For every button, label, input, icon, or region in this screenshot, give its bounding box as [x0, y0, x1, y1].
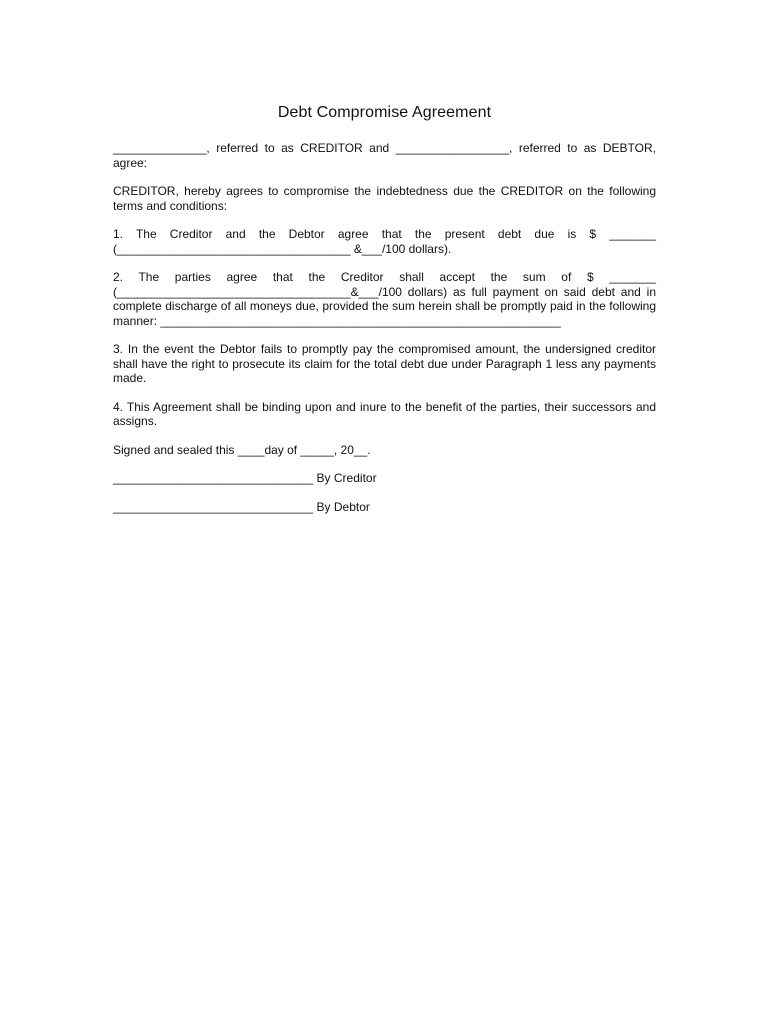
debtor-signature-line: ______________________________ By Debtor	[113, 500, 370, 514]
document-page	[113, 104, 656, 529]
document-title: Debt Compromise Agreement	[277, 104, 492, 121]
creditor-signature-line: ______________________________ By Creditor	[113, 471, 377, 485]
clause-3-default: 3. In the event the Debtor fails to promptly pay the compromised amount, the undersigned creditor shall have the right to prosecute its claim for the total debt due under Paragraph 1 less any payments made.	[113, 342, 656, 385]
clause-1-present-debt: 1. The Creditor and the Debtor agree that the present debt due is $ _______ (___________________________________ &___/100 dollars).	[113, 227, 656, 256]
clause-4-binding: 4. This Agreement shall be binding upon and inure to the benefit of the parties, their successors and assigns.	[113, 399, 656, 428]
parties-paragraph: ______________, referred to as CREDITOR and _________________, referred to as DEBTOR, agree:	[113, 141, 656, 170]
creditor-agreement-paragraph: CREDITOR, hereby agrees to compromise the indebtedness due the CREDITOR on the following terms and conditions:	[113, 184, 656, 213]
signed-sealed-line: Signed and sealed this ____day of _____, 20__.	[113, 442, 371, 457]
clause-2-accepted-sum: 2. The parties agree that the Creditor shall accept the sum of $ _______ (___________________________________&___/100 dollars) as full payment on said debt and in complete discharge of all moneys due, provided the sum herein shall be promptly paid in the following manner: ____________________________________________________________	[113, 270, 656, 328]
